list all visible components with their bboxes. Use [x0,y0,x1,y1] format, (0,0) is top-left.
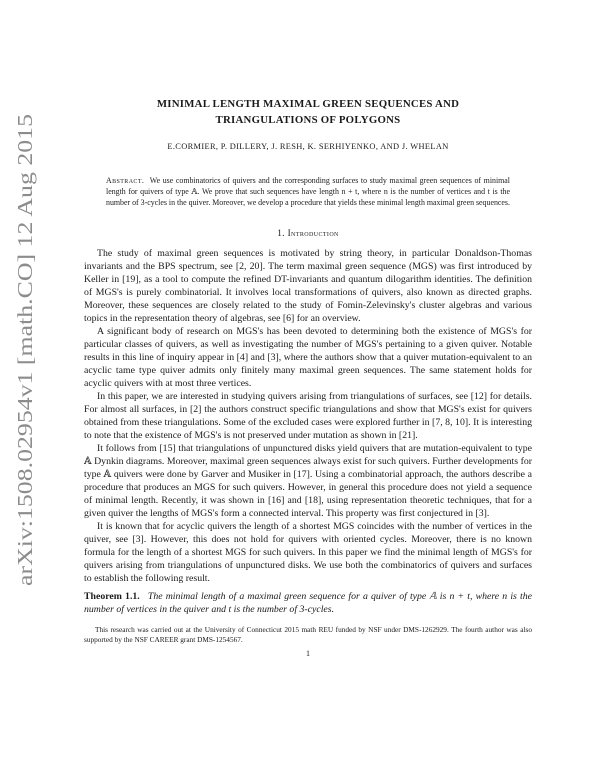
abstract-text: We use combinatorics of quivers and the corresponding surfaces to study maximal green sequences of minimal length for quivers of type 𝔸. We prove that such sequences have length n + t, where n is the number of vertices and t is the number of 3-cycles in the quiver. Moreover, we develop a procedure that yields these minimal length maximal green sequences. [106,176,510,207]
paper-title [84,96,532,128]
paragraph-2: A significant body of research on MGS's has been devoted to determining both the existence of MGS's for particular classes of quivers, as well as investigating the number of MGS's pertaining to a given quiver. Notable results in this line of inquiry appear in [4] and [3], where the authors show that a quiver mutation-equivalent to an acyclic tame type quiver admits only finitely many maximal green sequences. The same statement holds for acyclic quivers with at most three vertices. [84,326,532,389]
paper-page [84,0,532,658]
paragraph-3: In this paper, we are interested in studying quivers arising from triangulations of surfaces, see [12] for details. For almost all surfaces, in [2] the authors construct specific triangulations and show that MGS's exist for quivers obtained from these triangulations. Some of the excluded cases were explored further in [7, 8, 10]. It is interesting to note that the existence of MGS's is not preserved under mutation as shown in [21]. [84,391,532,441]
abstract [106,175,510,208]
theorem-1-1 [84,590,532,616]
page-number: 1 [306,649,310,658]
theorem-statement: The minimal length of a maximal green sequence for a quiver of type 𝔸 is n + t, where n is the number of vertices in the quiver and t is the number of 3-cycles. [84,591,532,615]
title-line-2: TRIANGULATIONS OF POLYGONS [215,114,401,126]
author-list: E.CORMIER, P. DILLERY, J. RESH, K. SERHIYENKO, AND J. WHELAN [167,142,449,151]
paragraph-4: It follows from [15] that triangulations of unpunctured disks yield quivers that are mutation-equivalent to type 𝔸 Dynkin diagrams. Moreover, maximal green sequences always exist for such quivers. Further developments for type 𝔸 quivers were done by Garver and Musiker in [17]. Using a combinatorial approach, the authors describe a procedure that produces an MGS for such quivers. However, in general this procedure does not yield a sequence of minimal length. Recently, it was shown in [16] and [18], using representation theoretic techniques, that for a given quiver the lengths of MGS's form a connected interval. This property was first conjectured in [3]. [84,443,532,519]
introduction-body [84,247,532,585]
abstract-label: Abstract. [106,176,145,185]
section-heading-introduction: 1. Introduction [277,228,339,238]
funding-footnote: This research was carried out at the University of Connecticut 2015 math REU funded by NSF under DMS-1262929. The fourth author was also supported by the NSF CAREER grant DMS-1254567. [84,625,532,644]
title-line-1: MINIMAL LENGTH MAXIMAL GREEN SEQUENCES AND [156,98,460,110]
arxiv-stamp-svg [12,112,38,586]
arxiv-identifier-stamp [12,112,38,586]
arxiv-id-text: arXiv:1508.02954v1 [math.CO] 12 Aug 2015 [13,202,37,586]
theorem-label: Theorem 1.1. [84,591,140,602]
paragraph-1: The study of maximal green sequences is motivated by string theory, in particular Donaldson-Thomas invariants and the BPS spectrum, see [2, 20]. The term maximal green sequence (MGS) was first introduced by Keller in [19], as a tool to compute the refined DT-invariants and quantum dilogarithm identities. The definition of MGS's is purely combinatorial. It involves local transformations of quivers, also known as directed graphs. Moreover, these sequences are closely related to the study of Fomin-Zelevinsky's cluster algebras and various topics in the representation theory of algebras, see [6] for an overview. [84,248,532,324]
paragraph-5: It is known that for acyclic quivers the length of a shortest MGS coincides with the number of vertices in the quiver, see [3]. However, this does not hold for quivers with oriented cycles. Moreover, there is no known formula for the length of a shortest MGS for such quivers. In this paper we find the minimal length of MGS's for quivers arising from triangulations of unpunctured disks. We use both the combinatorics of quivers and surfaces to establish the following result. [84,521,532,584]
